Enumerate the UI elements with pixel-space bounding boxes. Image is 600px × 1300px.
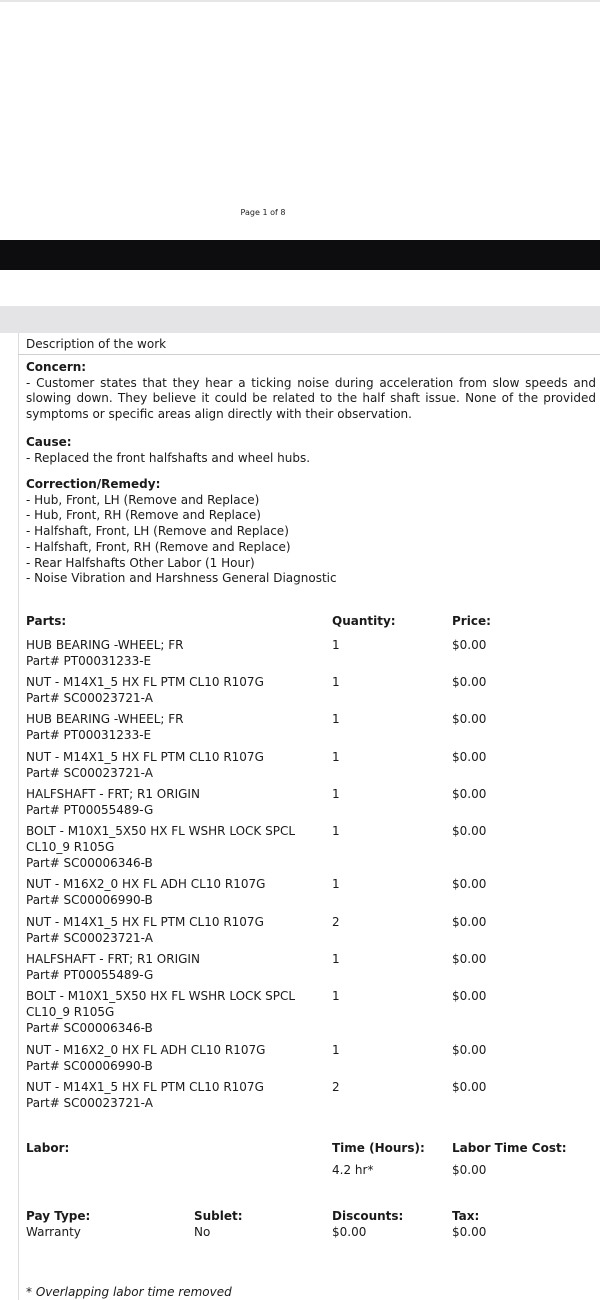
table-row — [26, 988, 306, 1036]
top-divider — [0, 0, 600, 2]
table-row — [26, 674, 306, 706]
part-name: NUT - M14X1_5 HX FL PTM CL10 R107G — [26, 750, 264, 764]
section-header-band — [0, 306, 600, 333]
tax-label: Tax: — [452, 1209, 480, 1223]
part-name: HUB BEARING -WHEEL; FR — [26, 638, 184, 652]
part-quantity: 1 — [332, 750, 340, 764]
concern-label: Concern: — [26, 360, 87, 374]
discounts-value: $0.00 — [332, 1225, 367, 1239]
part-quantity: 1 — [332, 824, 340, 838]
discounts-label: Discounts: — [332, 1209, 404, 1223]
part-name: NUT - M14X1_5 HX FL PTM CL10 R107G — [26, 915, 264, 929]
part-price: $0.00 — [452, 824, 487, 838]
correction-item: - Hub, Front, RH (Remove and Replace) — [26, 508, 261, 523]
correction-item: - Noise Vibration and Harshness General Diagnostic — [26, 571, 337, 586]
table-row — [26, 914, 306, 946]
part-price: $0.00 — [452, 989, 487, 1003]
sublet-label: Sublet: — [194, 1209, 243, 1223]
part-price: $0.00 — [452, 877, 487, 891]
pay-type-value: Warranty — [26, 1225, 81, 1239]
part-name: NUT - M14X1_5 HX FL PTM CL10 R107G — [26, 675, 264, 689]
part-number: Part# SC00023721-A — [26, 766, 153, 780]
part-price: $0.00 — [452, 787, 487, 801]
cause-text: - Replaced the front halfshafts and wheel hubs. — [26, 450, 311, 465]
pay-type-label: Pay Type: — [26, 1209, 91, 1223]
description-divider — [18, 354, 600, 355]
part-name: HALFSHAFT - FRT; R1 ORIGIN — [26, 952, 200, 966]
part-price: $0.00 — [452, 1080, 487, 1094]
correction-item: - Hub, Front, LH (Remove and Replace) — [26, 492, 260, 507]
part-quantity: 1 — [332, 638, 340, 652]
table-row — [26, 1042, 306, 1074]
part-number: Part# PT00031233-E — [26, 728, 152, 742]
cause-section — [26, 435, 596, 466]
part-name: HALFSHAFT - FRT; R1 ORIGIN — [26, 787, 200, 801]
concern-text: - Customer states that they hear a ticking noise during acceleration from slow speeds and slowing down. They believe it could be related to the half shaft issue. None of the provided symptoms or specific areas align directly with their observation. — [26, 375, 596, 422]
part-quantity: 1 — [332, 787, 340, 801]
part-price: $0.00 — [452, 638, 487, 652]
footnote: * Overlapping labor time removed — [26, 1285, 232, 1299]
correction-item: - Halfshaft, Front, LH (Remove and Replace) — [26, 524, 289, 539]
table-row — [26, 1079, 306, 1111]
labor-label: Labor: — [26, 1141, 70, 1155]
labor-cost-value: $0.00 — [452, 1163, 487, 1177]
part-number: Part# SC00023721-A — [26, 931, 153, 945]
part-number: Part# PT00055489-G — [26, 968, 154, 982]
part-number: Part# PT00055489-G — [26, 803, 154, 817]
part-quantity: 1 — [332, 1043, 340, 1057]
part-name: NUT - M14X1_5 HX FL PTM CL10 R107G — [26, 1080, 264, 1094]
part-quantity: 1 — [332, 952, 340, 966]
page-number: Page 1 of 8 — [240, 208, 286, 217]
labor-time-header: Time (Hours): — [332, 1141, 425, 1155]
correction-label: Correction/Remedy: — [26, 477, 161, 491]
part-price: $0.00 — [452, 712, 487, 726]
part-name: BOLT - M10X1_5X50 HX FL WSHR LOCK SPCL CL10_9 R105G — [26, 824, 296, 854]
part-price: $0.00 — [452, 915, 487, 929]
correction-item: - Halfshaft, Front, RH (Remove and Replace) — [26, 539, 291, 554]
part-number: Part# SC00006346-B — [26, 1021, 153, 1035]
table-row — [26, 823, 306, 871]
table-row — [26, 711, 306, 743]
part-quantity: 1 — [332, 877, 340, 891]
part-price: $0.00 — [452, 1043, 487, 1057]
cause-label: Cause: — [26, 435, 72, 449]
table-row — [26, 951, 306, 983]
part-price: $0.00 — [452, 750, 487, 764]
part-quantity: 1 — [332, 712, 340, 726]
sublet-value: No — [194, 1225, 211, 1239]
part-number: Part# SC00006990-B — [26, 893, 153, 907]
correction-item: - Rear Halfshafts Other Labor (1 Hour) — [26, 555, 255, 570]
table-row — [26, 637, 306, 669]
price-header: Price: — [452, 614, 491, 628]
description-title: Description of the work — [26, 337, 167, 351]
dark-header-bar — [0, 240, 600, 270]
labor-time-value: 4.2 hr* — [332, 1163, 374, 1177]
part-quantity: 2 — [332, 915, 340, 929]
tax-value: $0.00 — [452, 1225, 487, 1239]
part-number: Part# SC00006346-B — [26, 856, 153, 870]
table-row — [26, 749, 306, 781]
part-number: Part# PT00031233-E — [26, 654, 152, 668]
part-name: HUB BEARING -WHEEL; FR — [26, 712, 184, 726]
part-name: NUT - M16X2_0 HX FL ADH CL10 R107G — [26, 1043, 266, 1057]
table-row — [26, 786, 306, 818]
part-number: Part# SC00023721-A — [26, 1096, 153, 1110]
part-quantity: 1 — [332, 675, 340, 689]
part-name: NUT - M16X2_0 HX FL ADH CL10 R107G — [26, 877, 266, 891]
left-border — [18, 333, 19, 1300]
table-row — [26, 876, 306, 908]
part-quantity: 1 — [332, 989, 340, 1003]
part-number: Part# SC00006990-B — [26, 1059, 153, 1073]
parts-header: Parts: — [26, 614, 67, 628]
concern-section — [26, 360, 596, 423]
part-price: $0.00 — [452, 675, 487, 689]
part-name: BOLT - M10X1_5X50 HX FL WSHR LOCK SPCL CL10_9 R105G — [26, 989, 296, 1019]
quantity-header: Quantity: — [332, 614, 396, 628]
part-quantity: 2 — [332, 1080, 340, 1094]
part-price: $0.00 — [452, 952, 487, 966]
correction-section — [26, 477, 596, 587]
part-number: Part# SC00023721-A — [26, 691, 153, 705]
labor-cost-header: Labor Time Cost: — [452, 1141, 567, 1155]
